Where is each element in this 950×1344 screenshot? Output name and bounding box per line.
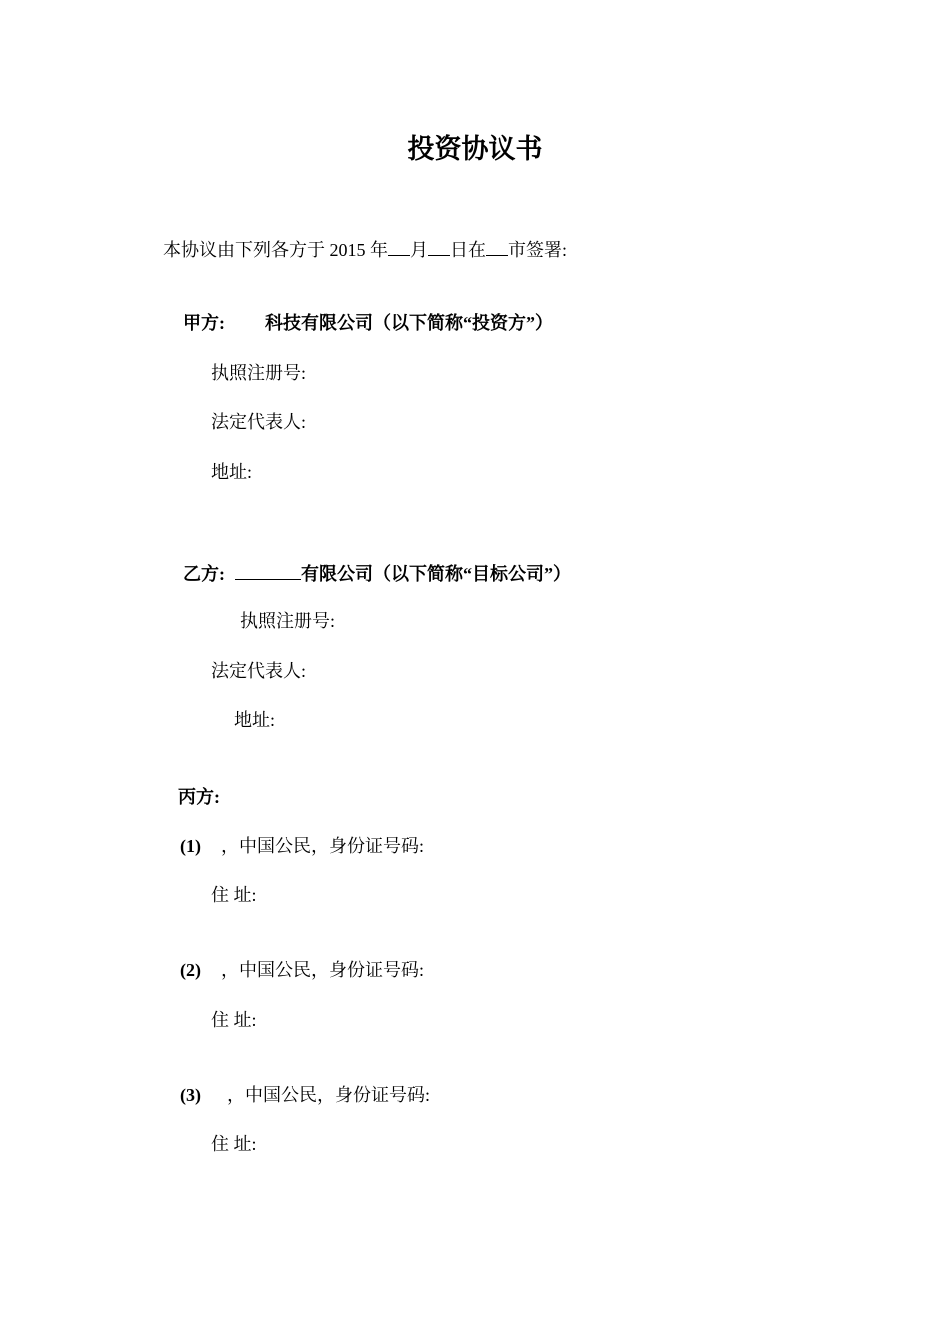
party-a-license: 执照注册号: xyxy=(211,363,307,383)
party-a-name: 科技有限公司（以下简称“投资方”） xyxy=(265,313,553,333)
party-b-label: 乙方: xyxy=(183,564,225,584)
person-citizen-text: ，中国公民，身份证号码: xyxy=(221,960,424,980)
party-b-name-blank xyxy=(235,561,301,580)
intro-part2: 月 xyxy=(410,240,428,260)
person-number: (1) xyxy=(180,836,201,856)
party-c-label: 丙方: xyxy=(178,787,220,807)
party-a-label: 甲方: xyxy=(183,313,225,333)
party-a-heading xyxy=(183,312,553,334)
party-c-person-1 xyxy=(180,835,424,857)
party-c-person-2 xyxy=(180,959,424,981)
party-b-heading xyxy=(183,561,571,585)
party-c-person-3-residence: 住 址: xyxy=(211,1134,257,1154)
city-blank xyxy=(486,237,508,256)
person-number: (2) xyxy=(180,960,201,980)
intro-part4: 市签署: xyxy=(508,240,568,260)
party-a-address: 地址: xyxy=(211,462,253,482)
intro-line xyxy=(163,237,567,261)
person-number: (3) xyxy=(180,1085,201,1105)
intro-part3: 日在 xyxy=(450,240,486,260)
intro-part1: 本协议由下列各方于 2015 年 xyxy=(163,240,388,260)
party-b-address: 地址: xyxy=(234,710,276,730)
party-b-representative: 法定代表人: xyxy=(211,661,307,681)
party-a-representative: 法定代表人: xyxy=(211,412,307,432)
party-c-person-1-residence: 住 址: xyxy=(211,885,257,905)
party-c-person-2-residence: 住 址: xyxy=(211,1010,257,1030)
party-b-license: 执照注册号: xyxy=(240,611,336,631)
month-blank xyxy=(388,237,410,256)
document-title: 投资协议书 xyxy=(407,134,543,164)
party-c-person-3 xyxy=(180,1084,430,1106)
party-b-name: 有限公司（以下简称“目标公司”） xyxy=(301,564,571,584)
day-blank xyxy=(428,237,450,256)
person-citizen-text: ，中国公民，身份证号码: xyxy=(227,1085,430,1105)
person-citizen-text: ，中国公民，身份证号码: xyxy=(221,836,424,856)
